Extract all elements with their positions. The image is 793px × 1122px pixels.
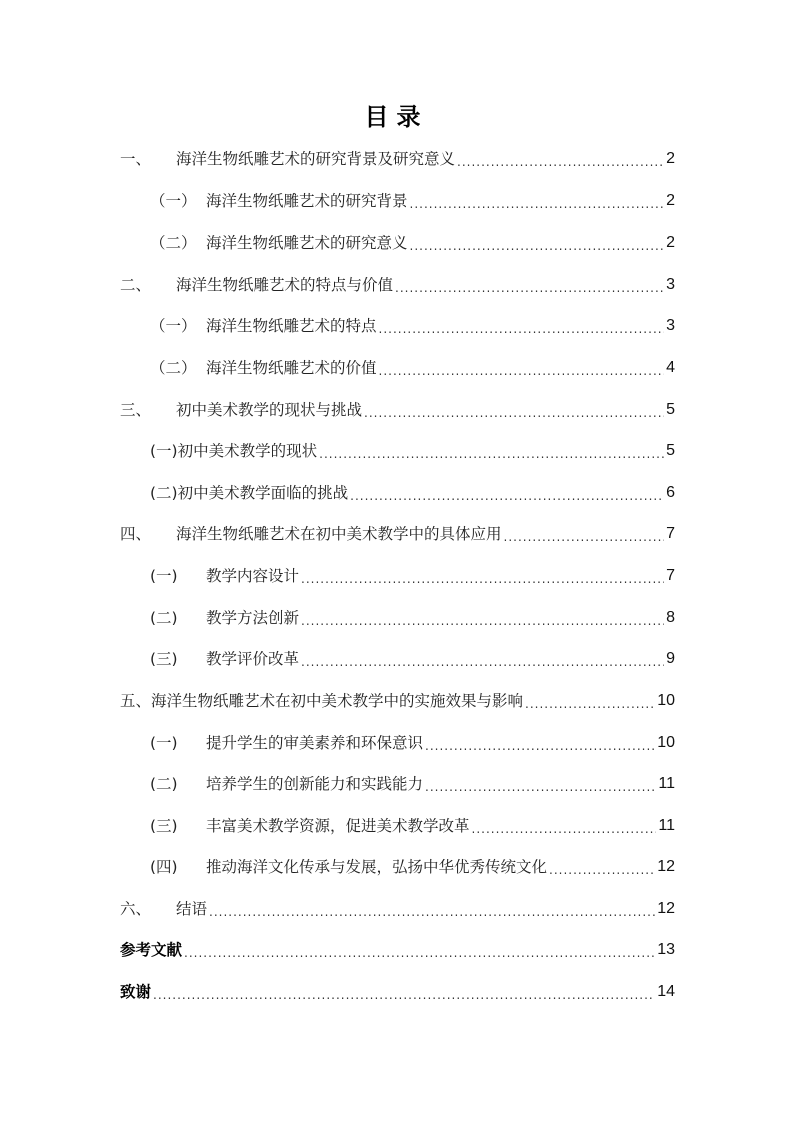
leader-dots: [425, 773, 656, 795]
leader-dots: [301, 648, 664, 670]
toc-entry[interactable]: [120, 896, 675, 920]
leader-dots: [319, 440, 664, 462]
toc-entry-label: 丰富美术教学资源，促进美术教学改革: [206, 817, 470, 835]
toc-entry-number: （一）: [150, 317, 197, 335]
toc-entry-number: (四): [150, 858, 178, 876]
toc-entry-page: 11: [658, 775, 675, 792]
toc-entry-number: 六、: [120, 900, 152, 918]
toc-entry-page: 6: [666, 484, 675, 501]
toc-entry-page: 4: [666, 359, 675, 376]
leader-dots: [350, 482, 664, 504]
toc-entry-page: 9: [666, 650, 675, 667]
toc-entry-number: (二): [150, 609, 178, 627]
toc-entry[interactable]: [150, 646, 675, 670]
toc-entry-page: 5: [666, 401, 675, 418]
toc-entry-number: 一、: [120, 150, 152, 168]
toc-entry-label: 教学方法创新: [206, 609, 300, 627]
toc-entry-number: （二）: [150, 234, 197, 252]
toc-entry-page: 8: [666, 609, 675, 626]
toc-entry-label: 教学内容设计: [206, 567, 300, 585]
leader-dots: [410, 232, 665, 254]
toc-entry-page: 13: [657, 941, 675, 958]
toc-entry-label: 海洋生物纸雕艺术的研究意义: [206, 234, 408, 252]
toc-entry-acknowledgements[interactable]: [120, 979, 675, 1003]
leader-dots: [184, 939, 655, 961]
toc-entry[interactable]: [120, 688, 675, 712]
toc-entry-page: 12: [657, 858, 675, 875]
leader-dots: [153, 981, 655, 1003]
toc-entry[interactable]: [120, 397, 675, 421]
toc-entry-label: 初中美术教学面临的挑战: [177, 484, 349, 502]
toc-entry-page: 7: [666, 525, 675, 542]
toc-entry-number: 五、: [120, 692, 152, 710]
toc-entry-label: 海洋生物纸雕艺术的研究背景及研究意义: [176, 150, 456, 168]
toc-entry[interactable]: [150, 480, 675, 504]
toc-entry[interactable]: [150, 813, 675, 837]
toc-entry[interactable]: [150, 313, 675, 337]
toc-entry-page: 2: [666, 150, 675, 167]
toc-entry-label: 致谢: [120, 983, 152, 1001]
toc-entry-label: 海洋生物纸雕艺术在初中美术教学中的具体应用: [176, 525, 502, 543]
toc-entry-page: 10: [657, 734, 675, 751]
toc-entry-number: (三): [150, 817, 178, 835]
toc-entry-page: 12: [657, 900, 675, 917]
leader-dots: [472, 815, 657, 837]
toc-entry-number: (一): [150, 442, 178, 460]
toc-entry-label: 教学评价改革: [206, 650, 300, 668]
leader-dots: [457, 148, 664, 170]
toc-entry-label: 培养学生的创新能力和实践能力: [206, 775, 424, 793]
toc-entry[interactable]: [150, 438, 675, 462]
toc-entry-number: （一）: [150, 192, 197, 210]
toc-entry-page: 10: [657, 692, 675, 709]
leader-dots: [425, 732, 655, 754]
leader-dots: [379, 357, 665, 379]
toc-entry-label: 提升学生的审美素养和环保意识: [206, 734, 424, 752]
toc-entry-number: (三): [150, 650, 178, 668]
toc-entry[interactable]: [120, 146, 675, 170]
toc-entry[interactable]: [150, 771, 675, 795]
toc-entry[interactable]: [150, 730, 675, 754]
toc-entry-page: 2: [666, 192, 675, 209]
toc-entry-label: 初中美术教学的现状与挑战: [176, 401, 363, 419]
leader-dots: [549, 856, 655, 878]
toc-entry[interactable]: [150, 230, 675, 254]
toc-entry-label: 海洋生物纸雕艺术的价值: [206, 359, 377, 377]
toc-entry-number: 四、: [120, 525, 152, 543]
toc-entry-label: 结语: [176, 900, 208, 918]
toc-entry-number: (二): [150, 775, 178, 793]
toc-entry-page: 3: [666, 317, 675, 334]
toc-entry-label: 参考文献: [120, 941, 183, 959]
leader-dots: [504, 523, 665, 545]
leader-dots: [410, 190, 665, 212]
toc-entry-number: (二): [150, 484, 178, 502]
toc-entry-number: 二、: [120, 276, 152, 294]
toc-entry-page: 7: [666, 567, 675, 584]
toc-entry[interactable]: [150, 854, 675, 878]
toc-entry[interactable]: [120, 272, 675, 296]
toc-entry[interactable]: [150, 563, 675, 587]
toc-entry[interactable]: [150, 605, 675, 629]
toc-entry[interactable]: [150, 355, 675, 379]
toc-entry-label: 海洋生物纸雕艺术在初中美术教学中的实施效果与影响: [151, 692, 524, 710]
toc-entry-label: 海洋生物纸雕艺术的特点: [206, 317, 377, 335]
toc-entry-page: 11: [658, 817, 675, 834]
leader-dots: [379, 315, 665, 337]
leader-dots: [301, 607, 664, 629]
toc-entry-label: 推动海洋文化传承与发展，弘扬中华优秀传统文化: [206, 858, 548, 876]
toc-entry-label: 海洋生物纸雕艺术的研究背景: [206, 192, 408, 210]
page-title: 目录: [364, 102, 429, 131]
toc-entry[interactable]: [120, 521, 675, 545]
leader-dots: [209, 898, 655, 920]
toc-entry-number: (一): [150, 734, 178, 752]
toc-entry-page: 2: [666, 234, 675, 251]
toc-entry-page: 5: [666, 442, 675, 459]
toc-entry-page: 3: [666, 276, 675, 293]
leader-dots: [395, 274, 664, 296]
toc-entry-references[interactable]: [120, 937, 675, 961]
toc-entry-label: 初中美术教学的现状: [177, 442, 318, 460]
toc-entry-number: (一): [150, 567, 178, 585]
leader-dots: [301, 565, 664, 587]
toc-entry-page: 14: [657, 983, 675, 1000]
toc-entry-label: 海洋生物纸雕艺术的特点与价值: [176, 276, 394, 294]
toc-entry-number: 三、: [120, 401, 152, 419]
leader-dots: [525, 690, 655, 712]
leader-dots: [364, 399, 664, 421]
toc-entry-number: （二）: [150, 359, 197, 377]
toc-entry[interactable]: [150, 188, 675, 212]
